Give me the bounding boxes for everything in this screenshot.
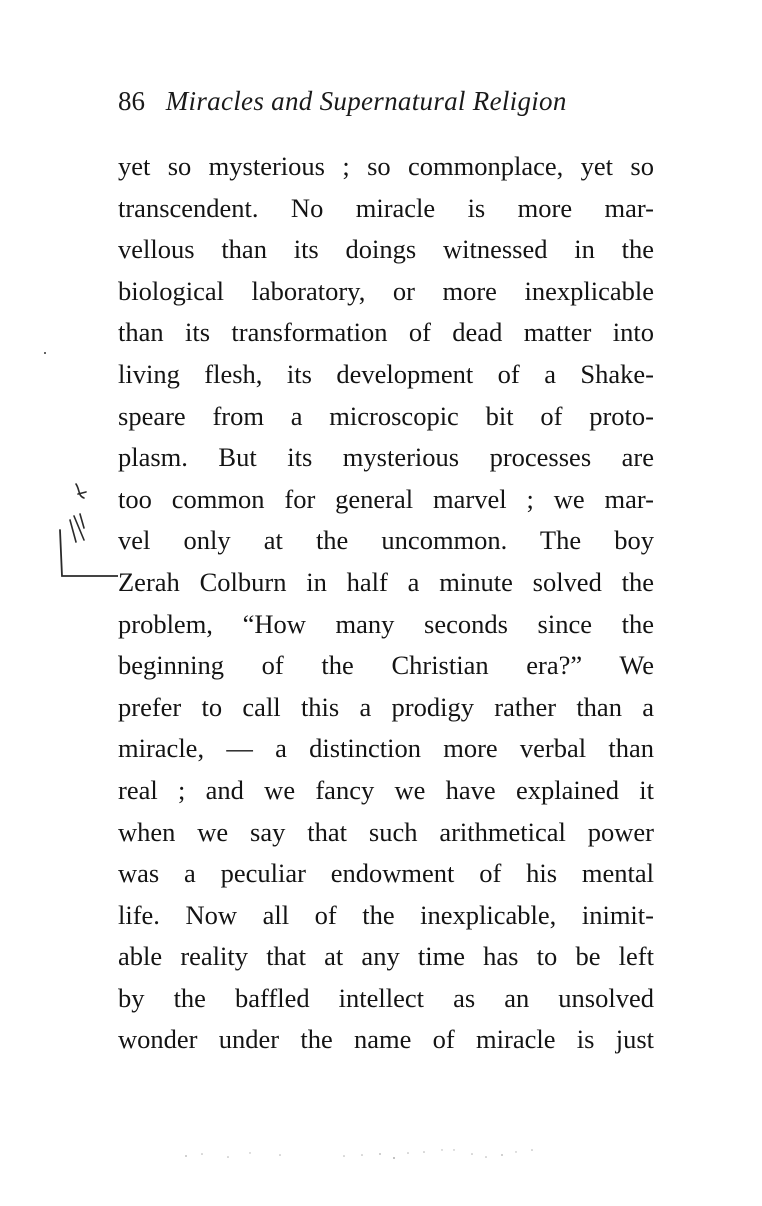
stray-mark bbox=[44, 352, 46, 354]
pencil-marginalia-icon bbox=[54, 480, 118, 580]
text-line: miracle, — a distinction more verbal than bbox=[118, 733, 654, 764]
text-line: was a peculiar endowment of his mental bbox=[118, 858, 654, 889]
text-line: yet so mysterious ; so commonplace, yet so bbox=[118, 151, 654, 181]
text-line: beginning of the Christian era?” We bbox=[118, 650, 654, 681]
bleed-through-speckle bbox=[180, 1138, 550, 1168]
page-number: 86 bbox=[118, 86, 145, 116]
text-line: than its transformation of dead matter into bbox=[118, 317, 654, 348]
text-line: living flesh, its development of a Shake- bbox=[118, 358, 654, 389]
text-line: life. Now all of the inexplicable, inimit- bbox=[118, 899, 654, 930]
text-line: wonder under the name of miracle is just bbox=[118, 1024, 654, 1055]
text-line: transcendent. No miracle is more mar- bbox=[118, 192, 654, 223]
text-line: speare from a microscopic bit of proto- bbox=[118, 400, 654, 431]
text-line: prefer to call this a prodigy rather than a bbox=[118, 691, 654, 722]
text-line: able reality that at any time has to be left bbox=[118, 941, 654, 972]
text-line: real ; and we fancy we have explained it bbox=[118, 774, 654, 805]
text-line: vellous than its doings witnessed in the bbox=[118, 234, 654, 265]
text-line: vel only at the uncommon. The boy bbox=[118, 525, 654, 556]
text-line: problem, “How many seconds since the bbox=[118, 608, 654, 639]
text-line: too common for general marvel ; we mar- bbox=[118, 483, 654, 514]
text-line: plasm. But its mysterious processes are bbox=[118, 442, 654, 473]
text-line: by the baffled intellect as an unsolved bbox=[118, 982, 654, 1013]
text-line: biological laboratory, or more inexplicable bbox=[118, 275, 654, 306]
text-line: when we say that such arithmetical power bbox=[118, 816, 654, 847]
body-text bbox=[118, 146, 654, 1061]
running-title: Miracles and Supernatural Religion bbox=[165, 86, 567, 116]
running-head bbox=[118, 86, 567, 117]
text-line: Zerah Colburn in half a minute solved the bbox=[118, 566, 654, 597]
